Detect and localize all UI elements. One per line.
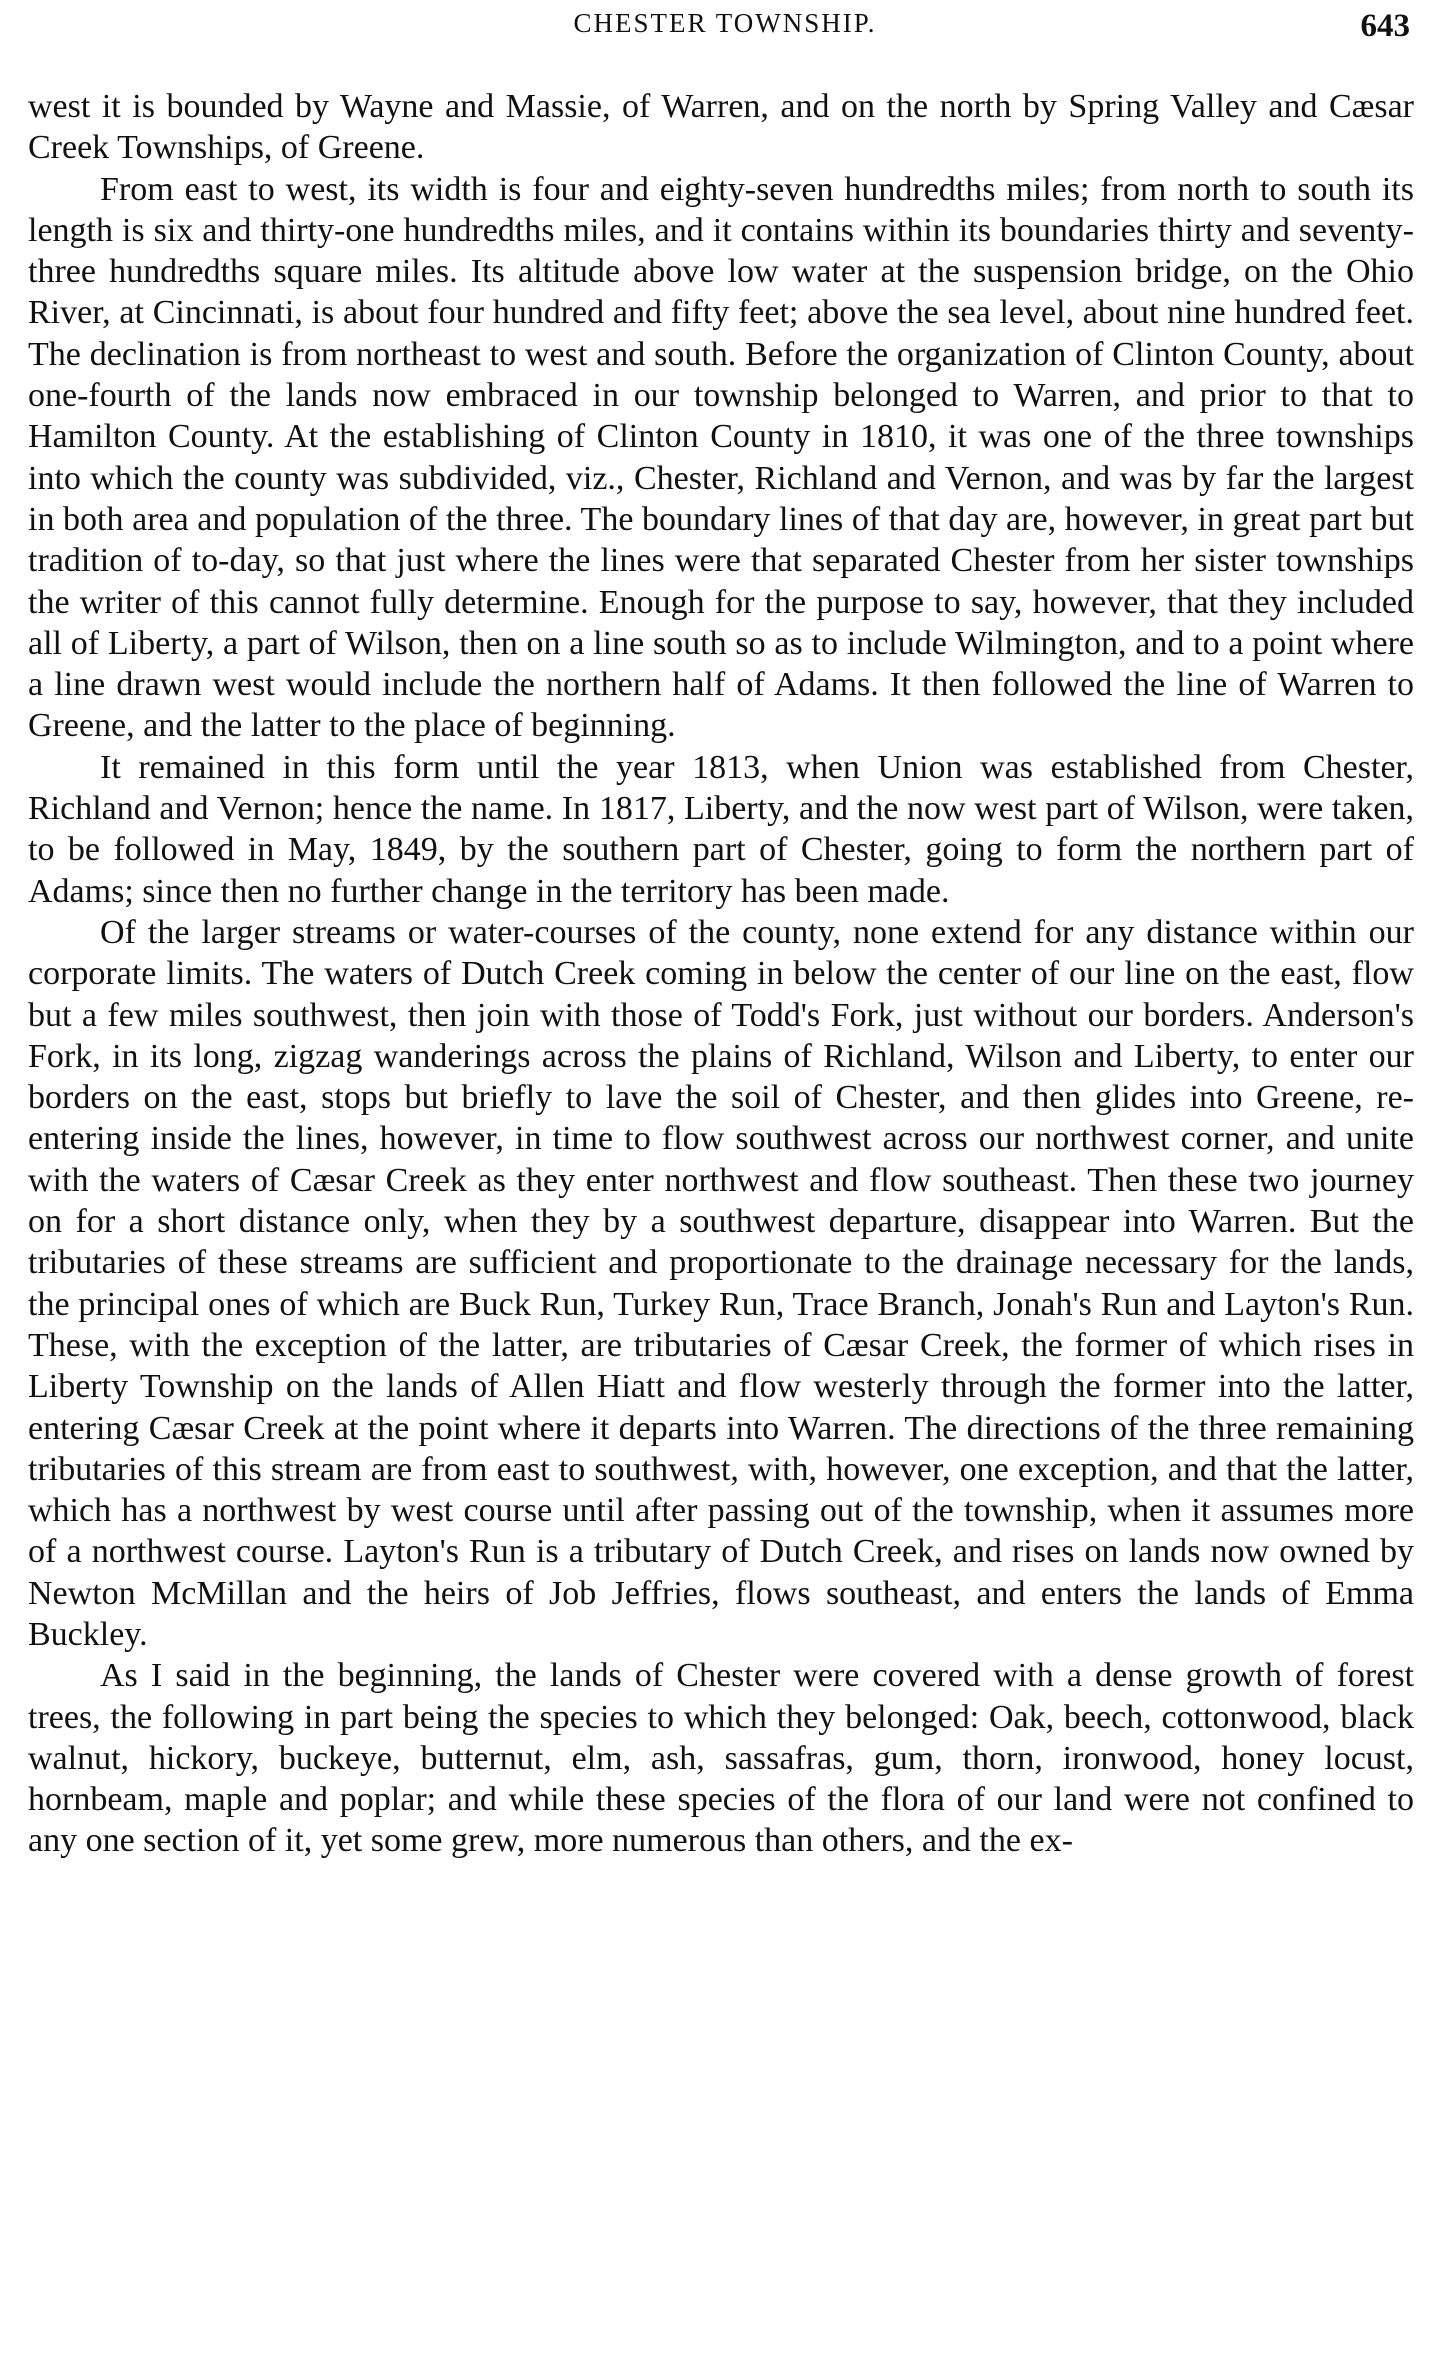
page-header-title: CHESTER TOWNSHIP.	[573, 8, 877, 38]
running-head	[40, 8, 1410, 48]
page-number: 643	[1360, 8, 1410, 44]
paragraph-continued: west it is bounded by Wayne and Massie, of Warren, and on the north by Spring Valley and Cæsar Creek Townships, of Greene.	[28, 88, 1414, 167]
paragraph-forest: As I said in the beginning, the lands of Chester were covered with a dense growth of forest trees, the following in part being the species to which they belonged: Oak, beech, cottonwood, black walnut, hickory, buckeye, butternut, elm, ash, sassafras, gum, thorn, ironwood, honey locust, hornbeam, maple and poplar; and while these species of the flora of our land were not confined to any one section of it, yet some grew, more numerous than others, and the ex-	[28, 1657, 1414, 1860]
paragraph-boundaries: From east to west, its width is four and eighty-seven hundredths miles; from north to south its length is six and thirty-one hundredths miles, and it contains within its boundaries thirty and seventy-three hundredths square miles. Its altitude above low water at the suspension bridge, on the Ohio River, at Cincinnati, is about four hundred and fifty feet; above the sea level, about nine hundred feet. The declination is from northeast to west and south. Before the organization of Clinton County, about one-fourth of the lands now embraced in our township belonged to Warren, and prior to that to Hamilton County. At the establishing of Clinton County in 1810, it was one of the three townships into which the county was subdivided, viz., Chester, Richland and Vernon, and was by far the largest in both area and population of the three. The boundary lines of that day are, however, in great part but tradition of to-day, so that just where the lines were that separated Chester from her sister townships the writer of this cannot fully determine. Enough for the purpose to say, however, that they included all of Liberty, a part of Wilson, then on a line south so as to include Wilmington, and to a point where a line drawn west would include the northern half of Adams. It then followed the line of Warren to Greene, and the latter to the place of beginning.	[28, 170, 1414, 745]
paragraph-territory-changes: It remained in this form until the year 1813, when Union was established from Chester, Richland and Vernon; hence the name. In 1817, Liberty, and the now west part of Wilson, were taken, to be followed in May, 1849, by the southern part of Chester, going to form the northern part of Adams; since then no further change in the territory has been made.	[28, 748, 1414, 910]
body-text	[28, 86, 1414, 1862]
paragraph-streams: Of the larger streams or water-courses of the county, none extend for any distance within our corporate limits. The waters of Dutch Creek coming in below the center of our line on the east, flow but a few miles southwest, then join with those of Todd's Fork, just without our borders. Anderson's Fork, in its long, zigzag wanderings across the plains of Richland, Wilson and Liberty, to enter our borders on the east, stops but briefly to lave the soil of Chester, and then glides into Greene, re-entering inside the lines, however, in time to flow southwest across our northwest corner, and unite with the waters of Cæsar Creek as they enter northwest and flow southeast. Then these two journey on for a short distance only, when they by a southwest departure, disappear into Warren. But the tributaries of these streams are sufficient and proportionate to the drainage necessary for the lands, the principal ones of which are Buck Run, Turkey Run, Trace Branch, Jonah's Run and Layton's Run. These, with the exception of the latter, are tributaries of Cæsar Creek, the former of which rises in Liberty Township on the lands of Allen Hiatt and flow westerly through the former into the latter, entering Cæsar Creek at the point where it departs into Warren. The directions of the three remaining tributaries of this stream are from east to southwest, with, however, one exception, and that the latter, which has a northwest by west course until after passing out of the township, when it assumes more of a northwest course. Layton's Run is a tributary of Dutch Creek, and rises on lands now owned by Newton McMillan and the heirs of Job Jeffries, flows southeast, and enters the lands of Emma Buckley.	[28, 913, 1414, 1653]
